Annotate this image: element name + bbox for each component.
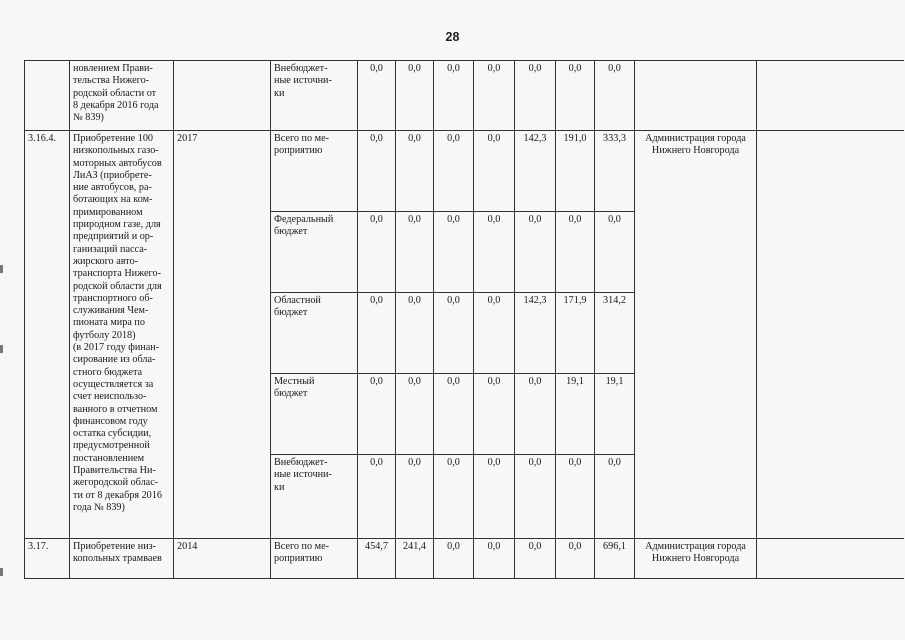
item-code-cell: 3.17. xyxy=(25,539,70,579)
scan-edge-mark xyxy=(0,265,3,273)
item-name-cell: Приобретение низ- копольных трамваев xyxy=(70,539,174,579)
amount-cell: 0,0 xyxy=(434,131,474,212)
item-year-cell xyxy=(174,61,271,131)
amount-cell: 454,7 xyxy=(358,539,396,579)
amount-cell: 333,3 xyxy=(595,131,635,212)
amount-cell: 142,3 xyxy=(515,293,556,374)
amount-cell: 0,0 xyxy=(556,61,595,131)
amount-cell: 0,0 xyxy=(474,455,515,539)
table-row xyxy=(25,61,905,131)
amount-cell: 0,0 xyxy=(556,455,595,539)
executor-cell: Администрация города Нижнего Новгорода xyxy=(635,539,757,579)
amount-cell: 0,0 xyxy=(396,455,434,539)
scan-edge-mark xyxy=(0,568,3,576)
amount-cell: 191,0 xyxy=(556,131,595,212)
amount-cell: 142,3 xyxy=(515,131,556,212)
amount-cell: 0,0 xyxy=(358,212,396,293)
amount-cell: 0,0 xyxy=(396,61,434,131)
item-year-cell: 2014 xyxy=(174,539,271,579)
table-body xyxy=(25,61,905,579)
amount-cell: 0,0 xyxy=(434,539,474,579)
amount-cell: 0,0 xyxy=(515,539,556,579)
budget-table-wrapper xyxy=(24,60,904,640)
amount-cell: 0,0 xyxy=(358,61,396,131)
amount-cell: 171,9 xyxy=(556,293,595,374)
funding-source-cell: Федеральный бюджет xyxy=(271,212,358,293)
amount-cell: 0,0 xyxy=(515,212,556,293)
amount-cell: 0,0 xyxy=(396,131,434,212)
funding-source-cell: Местный бюджет xyxy=(271,374,358,455)
funding-source-cell: Внебюджет- ные источни- ки xyxy=(271,455,358,539)
amount-cell: 0,0 xyxy=(515,455,556,539)
amount-cell: 0,0 xyxy=(434,455,474,539)
page-number: 28 xyxy=(445,30,460,44)
amount-cell: 0,0 xyxy=(358,293,396,374)
amount-cell: 0,0 xyxy=(358,455,396,539)
amount-cell: 0,0 xyxy=(595,455,635,539)
amount-cell: 0,0 xyxy=(474,212,515,293)
amount-cell: 0,0 xyxy=(556,212,595,293)
executor-cell: Администрация города Нижнего Новгорода xyxy=(635,131,757,539)
amount-cell: 0,0 xyxy=(396,293,434,374)
amount-cell: 0,0 xyxy=(515,61,556,131)
amount-cell: 0,0 xyxy=(474,61,515,131)
amount-cell: 314,2 xyxy=(595,293,635,374)
item-name-cell: Приобретение 100 низкопольных газо- моторных автобусов ЛиАЗ (приобрете- ние автобусов, ра- ботающих на ком- примированном природном газе, для предприятий и ор- ганизаций пасса- жирского авто- транспорта Нижего- родской области для транспортного об- служивания Чем- пионата мира по футболу 2018) (в 2017 году финан- сирование из обла- стного бюджета осуществляется за счет неиспользо- ванного в отчетном финансовом году остатка субсидии, предусмотренной постановлением Правительства Ни- жегородской облас- ти от 8 декабря 2016 года № 839) xyxy=(70,131,174,539)
table-row xyxy=(25,539,905,579)
amount-cell: 0,0 xyxy=(396,374,434,455)
scan-edge-mark xyxy=(0,345,3,353)
amount-cell: 0,0 xyxy=(556,539,595,579)
budget-table xyxy=(24,60,904,579)
amount-cell: 19,1 xyxy=(595,374,635,455)
blank-cell xyxy=(757,61,905,131)
item-name-cell: новлением Прави- тельства Нижего- родской области от 8 декабря 2016 года № 839) xyxy=(70,61,174,131)
amount-cell: 0,0 xyxy=(474,539,515,579)
amount-cell: 0,0 xyxy=(474,293,515,374)
amount-cell: 0,0 xyxy=(434,61,474,131)
amount-cell: 0,0 xyxy=(358,374,396,455)
amount-cell: 19,1 xyxy=(556,374,595,455)
item-year-cell: 2017 xyxy=(174,131,271,539)
item-code-cell: 3.16.4. xyxy=(25,131,70,539)
amount-cell: 0,0 xyxy=(358,131,396,212)
amount-cell: 0,0 xyxy=(396,212,434,293)
amount-cell: 0,0 xyxy=(595,212,635,293)
blank-cell xyxy=(757,539,905,579)
amount-cell: 0,0 xyxy=(595,61,635,131)
blank-cell xyxy=(757,131,905,539)
amount-cell: 0,0 xyxy=(434,374,474,455)
amount-cell: 0,0 xyxy=(434,212,474,293)
amount-cell: 0,0 xyxy=(474,131,515,212)
table-row xyxy=(25,131,905,212)
item-code-cell xyxy=(25,61,70,131)
funding-source-cell: Всего по ме- роприятию xyxy=(271,539,358,579)
amount-cell: 0,0 xyxy=(515,374,556,455)
funding-source-cell: Внебюджет- ные источни- ки xyxy=(271,61,358,131)
funding-source-cell: Всего по ме- роприятию xyxy=(271,131,358,212)
funding-source-cell: Областной бюджет xyxy=(271,293,358,374)
executor-cell xyxy=(635,61,757,131)
amount-cell: 0,0 xyxy=(434,293,474,374)
amount-cell: 0,0 xyxy=(474,374,515,455)
amount-cell: 241,4 xyxy=(396,539,434,579)
amount-cell: 696,1 xyxy=(595,539,635,579)
